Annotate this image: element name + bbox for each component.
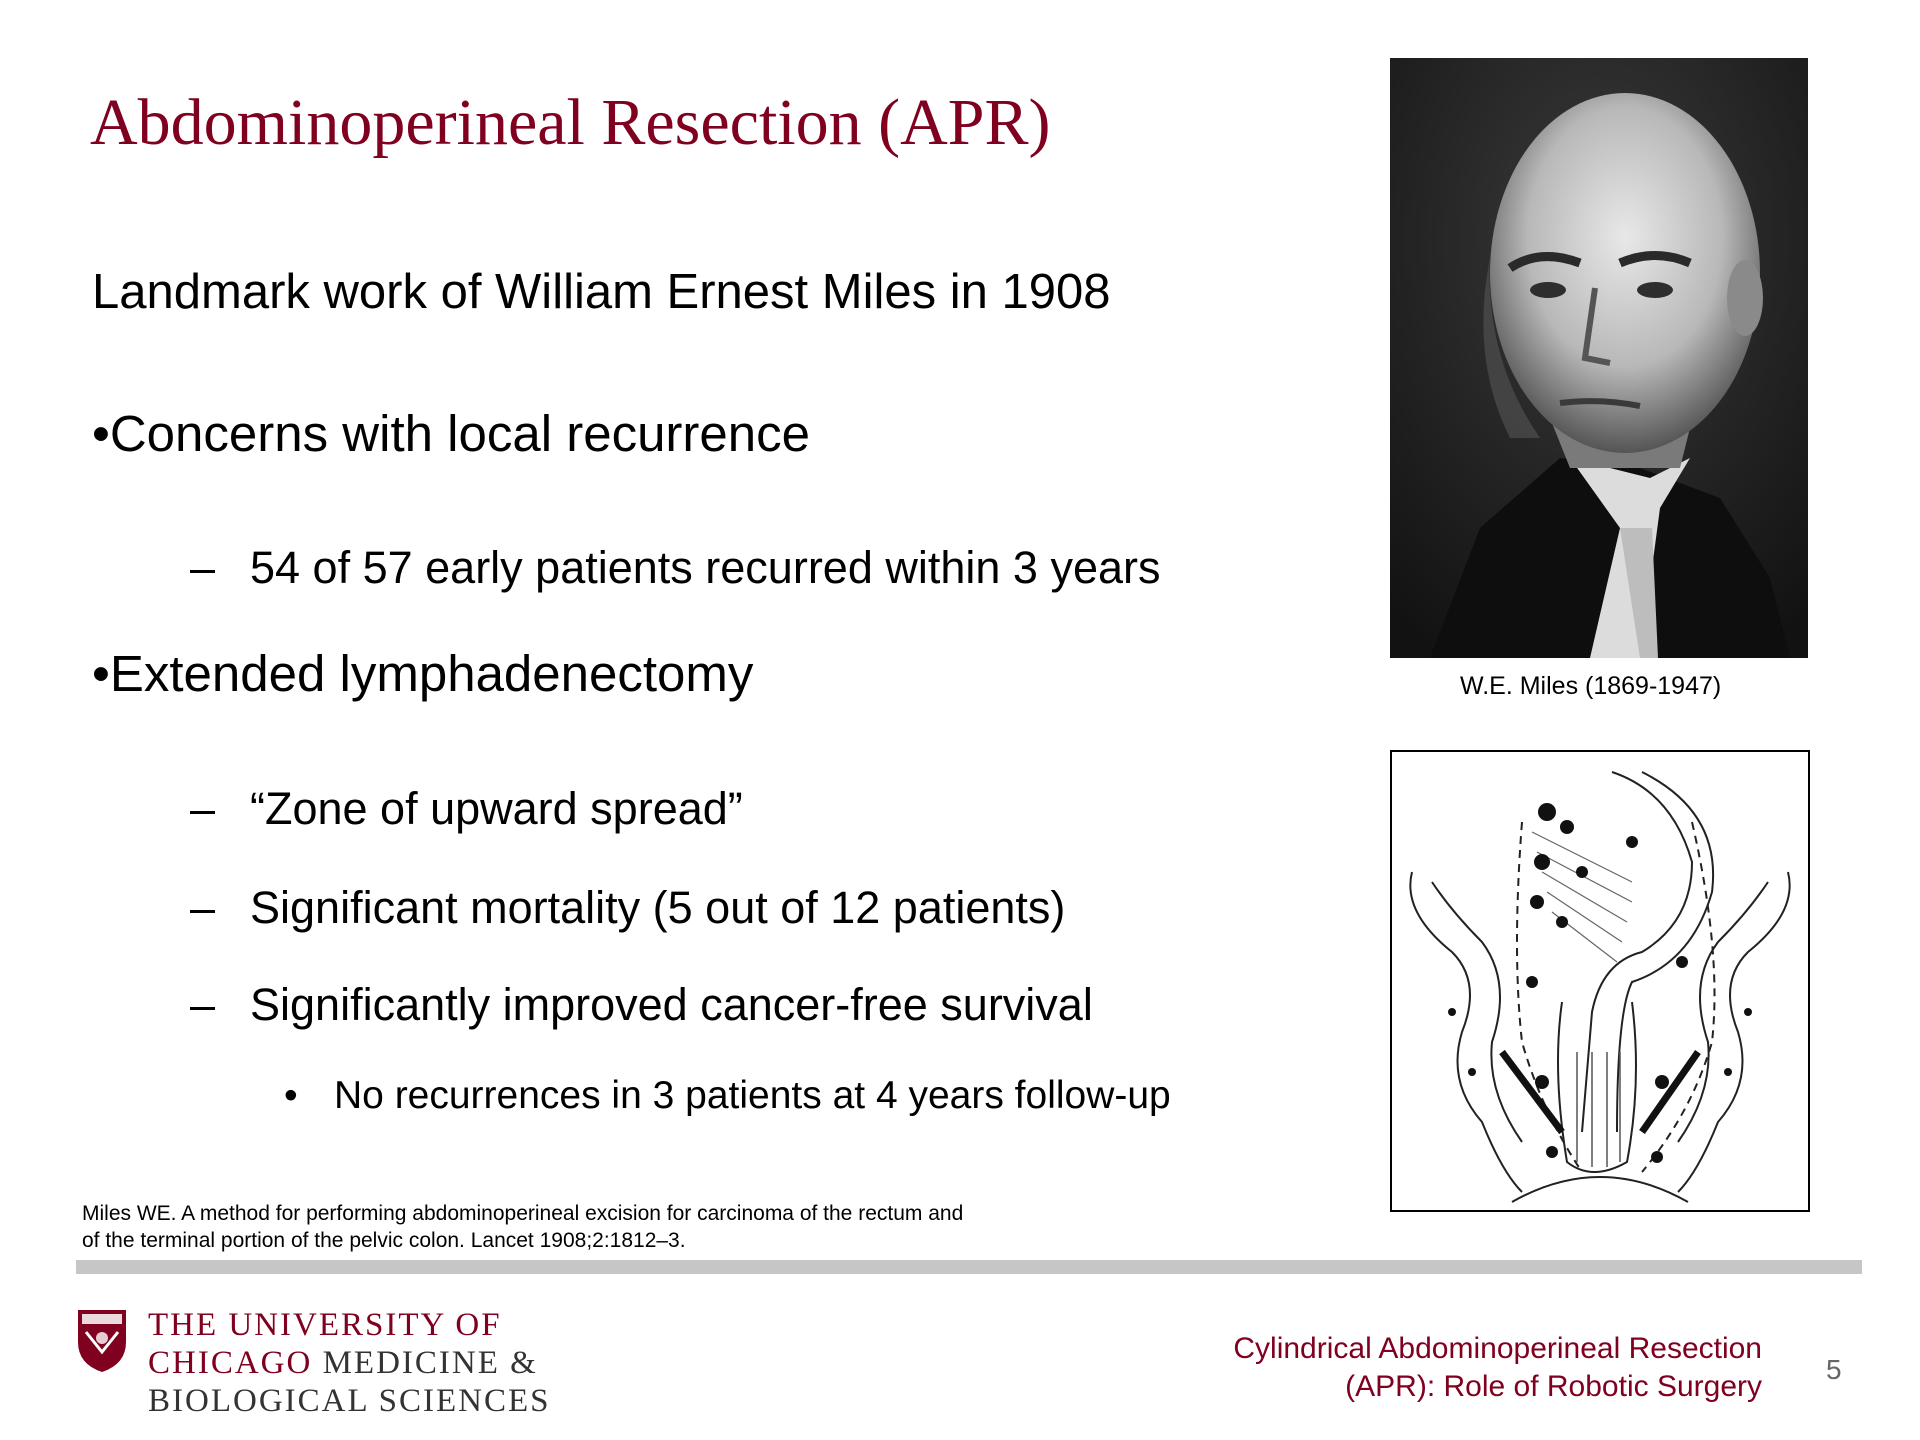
talk-title-line-1: Cylindrical Abdominoperineal Resection (1233, 1332, 1762, 1365)
institution-name (148, 1306, 551, 1420)
anatomical-diagram (1390, 750, 1810, 1212)
talk-title (1233, 1330, 1762, 1406)
institution-chicago: CHICAGO (148, 1345, 313, 1381)
footer-divider (76, 1260, 1862, 1274)
dash-marker: – (190, 979, 216, 1030)
sub-bullet-mortality: Significant mortality (5 out of 12 patients) (250, 882, 1066, 933)
institution-line-2 (148, 1344, 551, 1382)
intro-text: Landmark work of William Ernest Miles in 1908 (92, 265, 1111, 319)
sub-bullet-zone: “Zone of upward spread” (250, 783, 743, 834)
slide-title: Abdominoperineal Resection (APR) (90, 86, 1051, 159)
talk-title-line-2: (APR): Role of Robotic Surgery (1345, 1370, 1762, 1403)
page-number: 5 (1826, 1354, 1842, 1385)
institution-medicine: MEDICINE & (312, 1345, 538, 1381)
dash-marker: – (190, 882, 216, 933)
portrait-photo (1390, 58, 1808, 658)
dash-marker: – (190, 542, 216, 593)
bullet-local-recurrence: •Concerns with local recurrence (92, 405, 810, 462)
institution-line-1: THE UNIVERSITY OF (148, 1307, 502, 1343)
dash-marker: – (190, 783, 216, 834)
bullet-lymphadenectomy: •Extended lymphadenectomy (92, 645, 754, 702)
institution-line-3: BIOLOGICAL SCIENCES (148, 1383, 551, 1419)
sub-bullet-recurred: 54 of 57 early patients recurred within 3 years (250, 542, 1161, 593)
sub-sub-bullet-no-recurrence: No recurrences in 3 patients at 4 years follow-up (334, 1074, 1171, 1117)
university-shield-logo (76, 1308, 128, 1374)
dot-marker: • (284, 1074, 298, 1117)
portrait-caption: W.E. Miles (1869-1947) (1460, 672, 1722, 700)
citation: Miles WE. A method for performing abdominoperineal excision for carcinoma of the rectum and of the terminal portion of the pelvic colon. Lancet 1908;2:1812–3. (82, 1202, 964, 1252)
sub-bullet-survival: Significantly improved cancer-free survival (250, 979, 1093, 1030)
